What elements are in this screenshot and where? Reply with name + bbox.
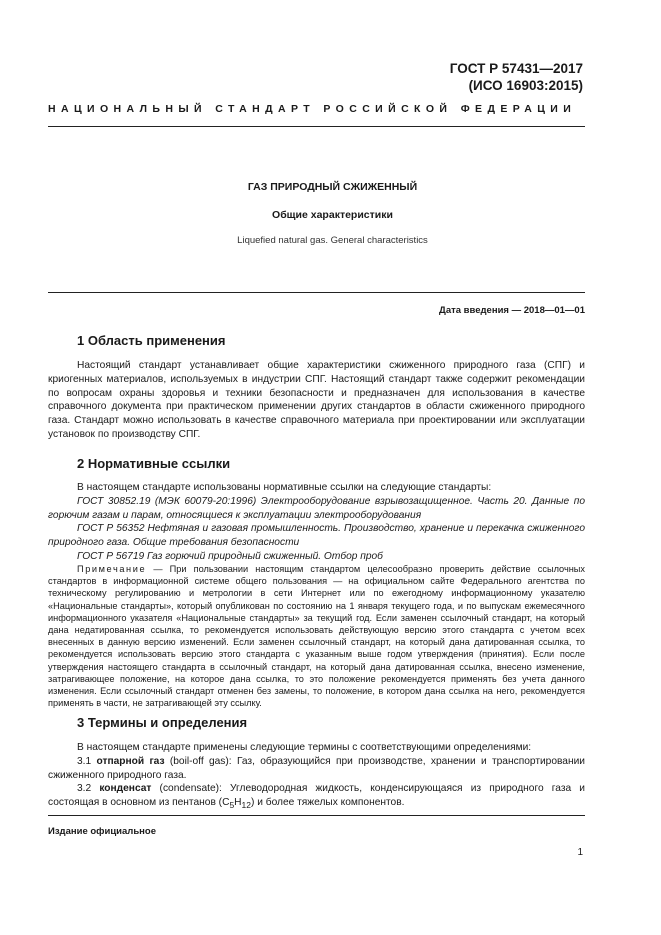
term-name: конденсат <box>99 783 152 795</box>
header-divider <box>48 126 585 127</box>
official-edition-label: Издание официальное <box>48 826 156 837</box>
iso-number: (ИСО 16903:2015) <box>468 78 583 93</box>
section-1-body <box>48 359 585 442</box>
section-1-text: Настоящий стандарт устанавливает общие характеристики сжиженного природного газа (СПГ) и криогенных материалов, используемых в индустрии СПГ. Настоящий стандарт также содержит рекомендации по вопросам охраны здоровья и техники безопасности и предназначен для использования в качестве справочного документа при практическом применении других стандартов в области сжиженного природного газа. Стандарт можно использовать в качестве справочного материала при проектировании или эксплуатации установок по производству СПГ. <box>48 360 585 440</box>
standard-number: ГОСТ Р 57431—2017 <box>449 61 583 76</box>
introduction-date: Дата введения — 2018—01—01 <box>439 305 585 316</box>
terms-intro: В настоящем стандарте применены следующие термины с соответствующими определениями: <box>77 742 532 753</box>
reference-item: ГОСТ Р 56352 Нефтяная и газовая промышленность. Производство, хранение и перекачка сжиженного природного газа. Общие требования безопасности <box>48 523 585 549</box>
standard-designation <box>450 60 583 94</box>
section-3-body <box>48 741 585 813</box>
note-text: — При пользовании настоящим стандартом целесообразно проверить действие ссылочных стандартов в информационной системе общего пользования — на официальном сайте Федерального агентства по техническому регулированию и метрологии в сети Интернет или по ежегодному информационному указателю «Национальные стандарты», который опубликован по состоянию на 1 января текущего года, и по выпускам ежемесячного информационного указателя «Национальные стандарты» за текущий год. Если заменен ссылочный стандарт, на который дана недатированная ссылка, то рекомендуется использовать действующую версию этого стандарта с учетом всех внесенных в данную версию изменений. Если заменен ссылочный стандарт, на который дана датированная ссылка, то рекомендуется использовать версию этого стандарта с указанным выше годом утверждения (принятия). Если после утверждения настоящего стандарта в ссылочный стандарт, на который дана датированная ссылка, внесено изменение, затрагивающее положение, на которое дана ссылка, то это положение рекомендуется применять без учета данного изменения. Если ссылочный стандарт отменен без замены, то положение, в котором дана ссылка на него, рекомендуется применять в части, не затрагивающей эту ссылку. <box>48 564 585 709</box>
reference-item: ГОСТ 30852.19 (МЭК 60079-20:1996) Электрооборудование взрывозащищенное. Часть 20. Данные по горючим газам и парам, относящиеся к эксплуатации электрооборудования <box>48 495 585 521</box>
reference-item: ГОСТ Р 56719 Газ горючий природный сжиженный. Отбор проб <box>77 550 383 562</box>
section-2-heading: 2 Нормативные ссылки <box>77 456 231 471</box>
title-divider <box>48 292 585 293</box>
page-number: 1 <box>577 847 583 858</box>
term-3-1: 3.1 отпарной газ (boil-off gas): Газ, образующийся при производстве, хранении и транспортировании сжиженного природного газа. <box>48 755 585 781</box>
section-3-heading: 3 Термины и определения <box>77 715 248 730</box>
term-3-2: 3.2 конденсат (condensate): Углеводородная жидкость, конденсирующаяся из природного газа и состоящая в основном из пентанов $(C_5H_{12})$ и более тяжелых компонентов. <box>48 783 586 811</box>
references-intro: В настоящем стандарте использованы нормативные ссылки на следующие стандарты: <box>77 482 492 493</box>
footer-divider <box>48 815 585 816</box>
national-standard-banner: НАЦИОНАЛЬНЫЙ СТАНДАРТ РОССИЙСКОЙ ФЕДЕРАЦИИ <box>48 103 577 115</box>
document-title: ГАЗ ПРИРОДНЫЙ СЖИЖЕННЫЙ <box>247 181 418 193</box>
section-2-body <box>48 481 585 564</box>
references-note <box>48 563 585 709</box>
term-name: отпарной газ <box>96 755 165 767</box>
english-title: Liquefied natural gas. General characteristics <box>237 235 428 246</box>
section-1-heading: 1 Область применения <box>77 333 226 348</box>
document-subtitle: Общие характеристики <box>272 209 393 221</box>
note-label: Примечание <box>77 564 147 574</box>
